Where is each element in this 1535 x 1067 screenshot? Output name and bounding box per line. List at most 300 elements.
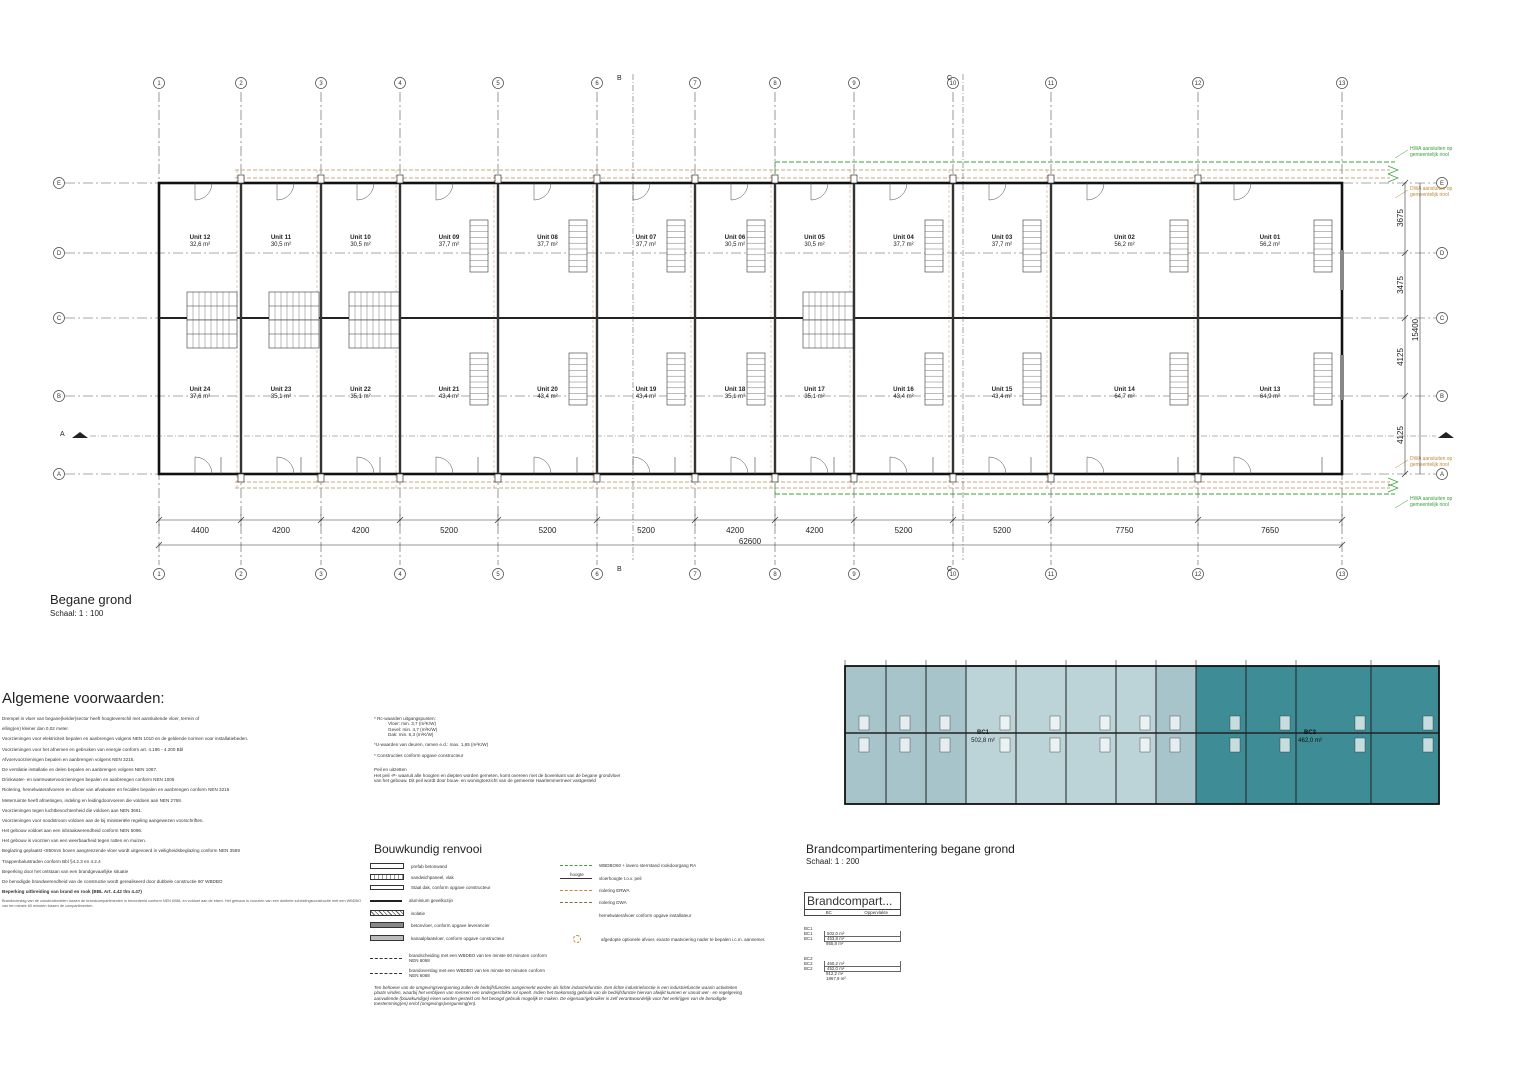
unit-name: Unit 21: [438, 386, 460, 393]
rc-title: * Rc-waarden uitgangspunten:: [374, 716, 436, 721]
legend-symbol: [370, 922, 404, 928]
bc-stair: [1170, 738, 1180, 752]
grid-letter: A: [1439, 472, 1445, 479]
bay-dimension: 5200: [538, 526, 557, 535]
bc2-area: 462,0 m²: [1298, 738, 1322, 744]
drain-label: HWA aansluiten op: [1410, 146, 1453, 152]
legend-label: hemelwaterafvoer conform opgave installateur: [599, 913, 692, 918]
legend-item: [370, 874, 551, 880]
drain-label: gemeentelijk riool: [1410, 152, 1449, 158]
unit-area: 56,2 m²: [1259, 242, 1281, 248]
general-condition-item: Voorzieningen voor elektriciteit bepalen en aanbrengen volgens NEN 1010 en de geldende normen voor installatiebeden.: [2, 736, 249, 742]
unit-area: 37,7 m²: [438, 242, 460, 248]
general-condition-item: Beperking door het ontstaan van een brandgevaarlijke situatie: [2, 868, 129, 874]
stair: [569, 353, 587, 405]
bc-scale: Schaal: 1 : 200: [806, 857, 860, 866]
grid-number: 7: [693, 572, 697, 579]
legend-symbol: [370, 935, 404, 941]
bay-dimension: 5200: [993, 526, 1011, 535]
door: [357, 457, 374, 474]
grid-number: 7: [693, 81, 697, 88]
unit-name: Unit 04: [893, 234, 914, 241]
unit-name: Unit 14: [1114, 386, 1135, 393]
general-small-note: Brandoverslag van de constructiedelen tussen de brandcompartimenten is beoordeeld conform NEN 6068, en voldoet aan de eisen. Het gebouw is voorzien van een dubbele scheidingsconstructie met een WBDBO van ten minste 60 minuten tussen de compartimenten.: [2, 899, 362, 909]
bay-dimension: 4200: [272, 526, 290, 535]
bay-dimension: 7650: [1261, 526, 1279, 535]
peil-line-1: Het peil -P- waaruit alle hoogten en diepten worden gemeten, komt overeen met de bovenkant van de begane grondvloer: [374, 772, 621, 778]
door: [436, 183, 453, 200]
unit-area: 43,4 m²: [991, 394, 1013, 400]
schedule-group-total: 955,8 m²: [826, 941, 844, 946]
bc-stair: [1050, 738, 1060, 752]
stair: [667, 220, 685, 272]
unit-name: Unit 24: [189, 386, 211, 393]
column: [950, 175, 956, 183]
unit-name: Unit 11: [270, 234, 292, 241]
unit-area: 37,7 m²: [893, 242, 914, 248]
column: [1048, 474, 1054, 482]
unit-area: 35,1 m²: [350, 394, 371, 400]
unit-name: Unit 07: [635, 234, 657, 241]
grid-number: 4: [398, 572, 402, 579]
legend-item: [370, 953, 549, 963]
column: [397, 474, 403, 482]
unit-name: Unit 15: [991, 386, 1013, 393]
section-arrow: [1438, 432, 1454, 438]
legend-label: sandwichpaneel, vlak: [411, 874, 454, 880]
section-mark: B: [617, 75, 622, 82]
schedule-row-bc: BC1: [804, 931, 813, 936]
grid-number: 2: [239, 81, 243, 88]
legend-label: WBDBO60 + lavero sterrstand rookdoorgang RA: [599, 863, 697, 868]
bc-stair: [1140, 716, 1150, 730]
unit-area: 35,1 m²: [270, 394, 292, 400]
legend-symbol: [370, 973, 402, 974]
schedule-row-area: 460,2 m²: [824, 961, 901, 967]
unit-name: Unit 19: [635, 386, 657, 393]
peil-title: Peil en uitzetten: [374, 767, 407, 773]
door: [195, 183, 212, 200]
bay-dimension: 7750: [1115, 526, 1134, 535]
rc-u: *U-waarden van deuren, ramen e.d.: max. 1,65 (m²K/W): [374, 741, 489, 747]
grid-letter: E: [56, 181, 62, 188]
bc-stair: [1423, 738, 1433, 752]
schedule-group-name: BC2: [804, 956, 813, 961]
grid-letter: B: [1439, 394, 1445, 401]
compartment-cell: [845, 666, 886, 804]
door: [633, 183, 650, 200]
column: [1195, 175, 1201, 183]
schedule-row-area: 453,8 m²: [824, 936, 901, 942]
general-condition-item: Afvoervoorzieningen bepalen en aanbrengen volgens NEN 3215.: [2, 756, 135, 762]
legend-label: prefab betonwand: [411, 863, 448, 869]
grid-number: 11: [1047, 81, 1055, 88]
grid-number: 8: [773, 572, 777, 579]
total-dimension: 62600: [738, 537, 762, 546]
door: [1087, 457, 1104, 474]
bc-stair: [1140, 738, 1150, 752]
unit-area: 37,7 m²: [991, 242, 1013, 248]
legend-symbol: [560, 865, 592, 866]
column: [772, 175, 778, 183]
legend-item: [370, 885, 551, 890]
unit-name: Unit 06: [724, 234, 746, 241]
unit-area: 43,4 m²: [438, 394, 460, 400]
door: [890, 183, 907, 200]
general-condition-item: Voorzieningen tegen luchtbevochtenheid die voldoen aan NEN 3661.: [2, 807, 143, 813]
compartment-cell: [1066, 666, 1116, 804]
schedule-group: [804, 956, 901, 976]
unit-name: Unit 23: [270, 386, 292, 393]
drain-label: DWA aansluiten op: [1410, 456, 1453, 462]
stair: [667, 353, 685, 405]
compartment-cell: [1016, 666, 1066, 804]
bc-title: Brandcompartimentering begane grond: [806, 842, 1015, 856]
grid-letter: C: [1439, 316, 1445, 323]
bc-stair: [940, 738, 950, 752]
grid-letter: D: [1439, 251, 1445, 258]
column: [495, 175, 501, 183]
bc1-area: 502,8 m²: [971, 738, 995, 744]
unit-area: 43,4 m²: [635, 394, 657, 400]
grid-letter: E: [1439, 181, 1445, 188]
bc-stair: [1170, 716, 1180, 730]
unit-area: 64,9 m²: [1259, 394, 1281, 400]
door: [811, 457, 828, 474]
column: [594, 474, 600, 482]
legend-label: Staal dak, conform opgave constructeur: [411, 885, 491, 890]
grid-number: 12: [1194, 572, 1202, 579]
bc-schedule: [804, 892, 901, 981]
compartment-cell: [966, 666, 1016, 804]
grid-number: 9: [852, 81, 856, 88]
stair: [569, 220, 587, 272]
schedule-row-area: 452,0 m²: [824, 966, 901, 972]
legend-label: afgedopte optionele afvoer, exacte maatvoering nader te bepalen i.c.m. aannemer.: [601, 936, 766, 942]
compartment-cell: [886, 666, 926, 804]
unit-name: Unit 05: [804, 234, 825, 241]
compartment-cell: [1371, 666, 1439, 804]
bc-stair: [1230, 716, 1240, 730]
unit-name: Unit 22: [350, 386, 371, 393]
legend-notes: Ten behoeve van de omgevingsvergunning zullen de bedrijfsfuncties aangemerkt worden als lichte industriefunctie. Een lichte industriefunctie is een industriefunctie waarin activiteiten plaats vinden, waarbij het verblijven van mensen een ondergeschikte rol speelt. Indien het toekomstig gebruik van de bedrijfsfunctie hiervan afwijkt kunnen er vanuit wet - en regelgeving aanvullende (bouwkundige) eisen worden gesteld om het beoogd gebruik mogelijk te maken. De eigenaar/gebruiker is zelf verantwoordelijk voor het verkrijgen van de benodigde toestemming(en) en/of (omgevings)vergunning(en).: [374, 985, 742, 1007]
drain-label: gemeentelijk riool: [1410, 462, 1449, 468]
legend-label: brandscheiding met een WBDBO van ten minste 60 minuten conform NEN 6068: [409, 953, 547, 963]
door: [277, 457, 294, 474]
bc-stair: [1280, 738, 1290, 752]
schedule-title: Brandcompart...: [804, 892, 901, 910]
stair: [747, 220, 765, 272]
column: [594, 175, 600, 183]
drain-leader: [1395, 500, 1408, 508]
stair: [925, 353, 943, 405]
legend-label: vloerhoogte t.o.v. peil: [599, 876, 642, 881]
grid-number: 10: [949, 81, 957, 88]
stair: [1314, 353, 1332, 405]
legend-label: isolatie: [411, 910, 426, 916]
general-condition-item: elling(en) kleiner dan 0,02 meter.: [2, 726, 69, 732]
drain-label: HWA aansluiten op: [1410, 496, 1453, 502]
column: [1195, 474, 1201, 482]
stair: [1023, 220, 1041, 272]
grid-number: 4: [398, 81, 402, 88]
door: [989, 457, 1006, 474]
total-row-dimension: 15400: [1411, 318, 1420, 342]
unit-area: 32,6 m²: [189, 242, 211, 248]
legend: [370, 858, 810, 988]
legend-symbol: [370, 885, 404, 890]
compartment-cell: [1156, 666, 1196, 804]
bc-stair: [940, 716, 950, 730]
stair: [1170, 353, 1188, 405]
unit-name: Unit 12: [189, 234, 211, 241]
unit-area: 56,2 m²: [1114, 242, 1135, 248]
legend-symbol: [573, 935, 581, 943]
grid-number: 9: [852, 572, 856, 579]
column: [238, 474, 244, 482]
door: [731, 457, 748, 474]
schedule-col-area: Oppervlakte: [864, 910, 889, 915]
unit-name: Unit 16: [893, 386, 914, 393]
column: [772, 474, 778, 482]
legend-label: aluminium gevelkozijn: [409, 898, 454, 903]
stair: [470, 220, 488, 272]
column: [950, 474, 956, 482]
bc-stair: [1000, 716, 1010, 730]
bay-dimension: 4400: [191, 526, 209, 535]
row-dimension: 4125: [1396, 348, 1405, 366]
row-dimension: 3675: [1396, 209, 1405, 227]
door: [1234, 183, 1251, 200]
bc-stair: [1100, 716, 1110, 730]
general-condition-item: De benodigde brandwerendheid van de constructie wordt gerealiseerd door dubbele constructie 60' WBDBO: [2, 879, 223, 884]
unit-area: 43,4 m²: [537, 394, 558, 400]
door: [731, 183, 748, 200]
unit-name: Unit 13: [1259, 386, 1281, 393]
unit-area: 30,5 m²: [270, 242, 292, 248]
grid-number: 5: [496, 81, 500, 88]
legend-label: betonvloer, conform opgave leverancier: [411, 922, 490, 928]
unit-name: Unit 02: [1114, 234, 1135, 241]
legend-item: [370, 863, 551, 869]
general-condition-item: Het gebouw is voorzien van een weerbaarheid tegen ratten en muizen.: [2, 838, 147, 844]
door: [1234, 457, 1251, 474]
unit-name: Unit 03: [991, 234, 1013, 241]
door: [534, 183, 551, 200]
grid-number: 6: [595, 81, 599, 88]
bc-stair: [1100, 738, 1110, 752]
section-mark: C: [947, 566, 953, 573]
schedule-row-bc: BC2: [804, 961, 813, 966]
legend-item: [560, 872, 764, 881]
section-mark: B: [617, 566, 622, 573]
fire-compartment-plan: [840, 658, 1445, 808]
unit-area: 37,7 m²: [635, 242, 657, 248]
door: [1087, 183, 1104, 200]
drain-label: DWA aansluiten op: [1410, 186, 1453, 192]
bc-stair: [1280, 716, 1290, 730]
stair: [1314, 220, 1332, 272]
hoogte-tag: hoogte: [570, 872, 584, 877]
stair: [747, 353, 765, 405]
grid-number: 8: [773, 81, 777, 88]
general-condition-item: Meterruimte heeft afmetingen, indeling en leidingdoorvoeren die voldoen aan NEN 2768.: [2, 797, 183, 803]
door: [277, 183, 294, 200]
grid-number: 3: [319, 572, 323, 579]
bc1-label: BC1: [976, 730, 990, 736]
unit-name: Unit 17: [804, 386, 825, 393]
legend-item: [560, 913, 764, 918]
grid-number: 11: [1047, 572, 1055, 579]
door: [633, 457, 650, 474]
general-condition-item: Trappenbalustraden conform Bbl §4.2.3 en 4.2.4: [2, 858, 101, 864]
section-mark: C: [947, 75, 953, 82]
bc-stair: [1355, 738, 1365, 752]
drain-leader: [1395, 190, 1408, 198]
drain-leader: [1395, 460, 1408, 468]
unit-area: 35,1 m²: [724, 394, 746, 400]
grid-number: 3: [319, 81, 323, 88]
schedule-grand-total: 1867,9 m²: [826, 976, 846, 981]
legend-symbol: [370, 874, 404, 880]
unit-area: 30,5 m²: [804, 242, 825, 248]
stair: [1023, 353, 1041, 405]
legend-symbol: [370, 900, 402, 902]
section-mark: A: [60, 431, 65, 438]
rc-floor: Vloer: min. 3,7 (m²K/W): [388, 721, 436, 727]
door: [195, 457, 212, 474]
unit-name: Unit 09: [438, 234, 460, 241]
legend-item: [560, 900, 764, 905]
bc-stair: [859, 738, 869, 752]
bay-dimension: 4200: [805, 526, 824, 535]
compartment-cell: [1116, 666, 1156, 804]
legend-symbol: [370, 910, 404, 916]
column: [692, 175, 698, 183]
legend-symbol: [560, 902, 592, 903]
column: [238, 175, 244, 183]
general-conditions-title: Algemene voorwaarden:: [2, 690, 165, 707]
peil-line-2: van het gebouw. Dit peil wordt door bouw- en woningtoezicht van de gemeente Haarlemmermeer vastgesteld: [374, 778, 596, 784]
legend-item: [370, 922, 551, 928]
legend-item: [370, 968, 549, 978]
legend-item: [560, 888, 764, 893]
door: [357, 183, 374, 200]
general-condition-item: Voorzieningen voor het afnemen en gebruiken van energie conform art. 4.196 - 4.200 Bbl: [2, 746, 184, 752]
rc-constr: * Constructies conform opgave constructeur: [374, 753, 464, 759]
bc-stair: [900, 716, 910, 730]
general-condition-item: Voorzieningen voor noodstroom voldoen aan de bij ministeriële regeling aangewezen voorschriften.: [2, 817, 204, 823]
section-arrow: [72, 432, 88, 438]
legend-item: [370, 898, 549, 903]
grid-number: 12: [1194, 81, 1202, 88]
legend-item: [560, 863, 764, 868]
legend-symbol: [370, 958, 402, 959]
bc-stair: [900, 738, 910, 752]
stair: [470, 353, 488, 405]
column: [692, 474, 698, 482]
general-condition-item: Beperking uitbreiding van brand en rook (BBL Art. 4.42 t/m 4.47): [2, 889, 142, 895]
general-condition-item: Drinkwater- en warmwatervoorzieningen bepalen en aanbrengen conform NEN 1006: [2, 777, 175, 783]
grid-number: 10: [949, 572, 957, 579]
compartment-cell: [926, 666, 966, 804]
stair: [1170, 220, 1188, 272]
drain-label: gemeentelijk riool: [1410, 192, 1449, 198]
general-condition-item: De ventilatie installatie en delen bepalen en aanbrengen volgens NEN 1087.: [2, 766, 158, 772]
schedule-row-area: 502,0 m²: [824, 931, 901, 937]
legend-symbol: [560, 890, 592, 891]
row-dimension: 3475: [1396, 276, 1405, 294]
legend-item: [560, 935, 766, 943]
door: [890, 457, 907, 474]
bay-dimension: 5200: [440, 526, 458, 535]
bay-dimension: 4200: [351, 526, 370, 535]
legend-title: Bouwkundig renvooi: [374, 842, 483, 856]
bc2-label: BC2: [1303, 730, 1317, 736]
legend-label: brandoverslag met een WBDBO van ten minste 60 minuten conform NEN 6068: [409, 968, 545, 978]
bc-stair: [859, 716, 869, 730]
schedule-row-bc: BC2: [804, 966, 813, 971]
door: [534, 457, 551, 474]
schedule-group-total: 912,2 m²: [826, 971, 844, 976]
grid-number: 13: [1338, 81, 1346, 88]
bc-stair: [1355, 716, 1365, 730]
grid-letter: B: [56, 394, 62, 401]
general-condition-item: Het gebouw voldoet aan een inbraakwerendheid conform NEN 5096.: [2, 828, 143, 834]
compartment-cell: [1246, 666, 1296, 804]
drain-label: gemeentelijk riool: [1410, 502, 1449, 508]
schedule-group-name: BC1: [804, 926, 813, 931]
schedule-group: [804, 926, 901, 946]
grid-number: 1: [157, 81, 161, 88]
unit-area: 37,6 m²: [189, 394, 211, 400]
row-dimension: 4125: [1396, 426, 1405, 444]
rc-facade: Gevel: min. 4,7 (m²K/W): [388, 726, 438, 732]
grid-number: 6: [595, 572, 599, 579]
legend-label: riolering ERWA: [599, 888, 630, 893]
column: [318, 175, 324, 183]
column: [495, 474, 501, 482]
unit-area: 35,1 m²: [804, 394, 825, 400]
unit-name: Unit 08: [537, 234, 558, 241]
legend-symbol: [560, 872, 592, 879]
door: [436, 457, 453, 474]
general-condition-item: Riolering, hemelwaterafvoeren en afvoer van afvalwater en fecaliën bepalen en aanbrengen conform NEN 3215: [2, 787, 230, 793]
grid-number: 13: [1338, 572, 1346, 579]
bay-dimension: 5200: [894, 526, 913, 535]
grid-number: 1: [157, 572, 161, 579]
plan-scale: Schaal: 1 : 100: [50, 609, 104, 618]
general-condition-item: Beglazing geplaatst <850mm boven aangrenzende vloer wordt uitgevoerd in veiligheidsbeglazing conform NEN 3569: [2, 848, 240, 854]
bc-stair: [1000, 738, 1010, 752]
bc-stair: [1050, 716, 1060, 730]
unit-name: Unit 20: [537, 386, 558, 393]
door: [989, 183, 1006, 200]
stair: [925, 220, 943, 272]
rc-values: [374, 716, 734, 784]
general-condition-item: Drempel in vloer van begane(kelder)sector heeft hoogteverschil met aansluitende vloer, terrein of: [2, 716, 200, 721]
bay-dimension: 5200: [637, 526, 655, 535]
door: [811, 183, 828, 200]
column: [851, 175, 857, 183]
bc-stair: [1423, 716, 1433, 730]
unit-area: 37,7 m²: [537, 242, 558, 248]
legend-label: kanaalplaatvloer, conform opgave constructeur: [411, 935, 505, 941]
column: [397, 175, 403, 183]
grid-letter: D: [56, 251, 62, 258]
grid-letter: C: [56, 316, 62, 323]
grid-letter: A: [56, 472, 62, 479]
